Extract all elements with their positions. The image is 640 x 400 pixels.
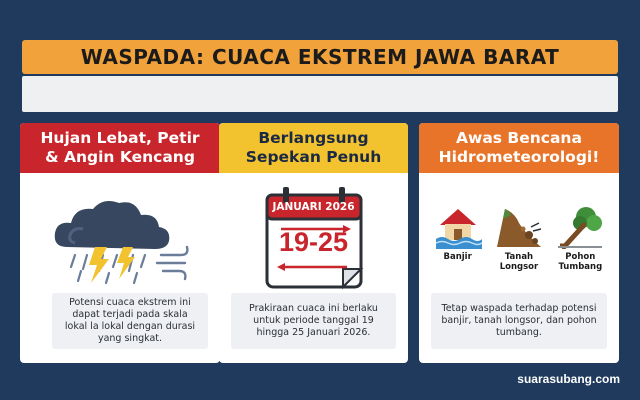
storm-panel-text: Potensi cuaca ekstrem ini dapat terjadi pada skala lokal la lokal dengan durasi yang singkat. xyxy=(52,293,208,349)
duration-panel-text: Prakiraan cuaca ini berlaku untuk periode tanggal 19 hingga 25 Januari 2026. xyxy=(231,293,396,349)
duration-panel xyxy=(219,123,408,363)
storm-panel xyxy=(20,123,220,363)
flood-house-icon xyxy=(434,205,482,249)
hazard-landslide-label: Tanah Longsor xyxy=(499,252,539,272)
disaster-panel xyxy=(419,123,619,363)
calendar-date-range: 19-25 xyxy=(278,226,349,257)
landslide-icon xyxy=(495,205,543,249)
hazard-fallen-tree-label: Pohon Tumbang xyxy=(558,252,603,272)
calendar-icon xyxy=(259,183,369,295)
storm-panel-heading: Hujan Lebat, Petir & Angin Kencang xyxy=(20,123,220,173)
hazard-fallen-tree xyxy=(550,205,610,272)
disaster-panel-heading: Awas Bencana Hidrometeorologi! xyxy=(419,123,619,173)
calendar-month: JANUARI 2026 xyxy=(272,200,355,213)
hazard-landslide xyxy=(489,205,549,272)
storm-cloud-icon xyxy=(45,189,195,289)
subtitle-banner xyxy=(22,76,618,112)
page-title: WASPADA: CUACA EKSTREM JAWA BARAT xyxy=(22,40,618,74)
hazard-flood-label: Banjir xyxy=(443,252,472,262)
duration-panel-heading: Berlangsung Sepekan Penuh xyxy=(219,123,408,173)
source-footer: suarasubang.com xyxy=(517,372,620,386)
disaster-panel-text: Tetap waspada terhadap potensi banjir, tanah longsor, dan pohon tumbang. xyxy=(431,293,607,349)
fallen-tree-icon xyxy=(556,205,604,249)
hazard-flood xyxy=(428,205,488,272)
